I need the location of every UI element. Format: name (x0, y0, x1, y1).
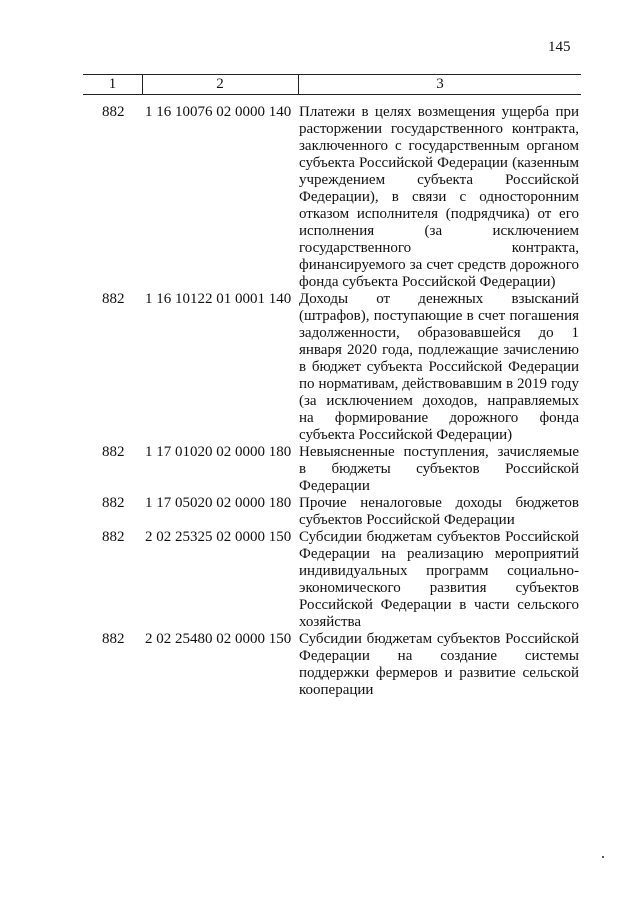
header-col-2: 2 (142, 75, 299, 94)
table-row (83, 495, 581, 529)
revenue-description: Невыясненные поступления, зачисляемые в бюджеты субъектов Российской Федерации (299, 444, 579, 494)
revenue-description: Платежи в целях возмещения ущерба при расторжении государственного контракта, заключенного с государственным органом субъекта Российской Федерации (казенным учреждением субъекта Российской Федерации), в связи с односторонним отказом исполнителя (подрядчика) от его исполнения (за исключением государственного контракта, финансируемого за счет средств дорожного фонда субъекта Российской Федерации) (299, 104, 579, 290)
revenue-description: Доходы от денежных взысканий (штрафов), поступающие в счет погашения задолженности, образовавшейся до 1 января 2020 года, подлежащие зачислению в бюджет субъекта Российской Федерации по нормативам, действовавшим в 2019 году (за исключением доходов, направляемых на формирование дорожного фонда субъекта Российской Федерации) (299, 291, 579, 443)
revenue-code: 2 02 25325 02 0000 150 (145, 529, 292, 545)
admin-code: 882 (102, 444, 125, 460)
table-row (83, 291, 581, 444)
admin-code: 882 (102, 631, 125, 647)
revenue-description: Субсидии бюджетам субъектов Российской Федерации на реализацию мероприятий индивидуальных программ социально-экономического развития субъектов Российской Федерации в части сельского хозяйства (299, 529, 579, 630)
revenue-code: 2 02 25480 02 0000 150 (145, 631, 292, 647)
admin-code: 882 (102, 529, 125, 545)
table-row (83, 104, 581, 291)
table-row (83, 631, 581, 699)
table-row (83, 444, 581, 495)
revenue-code: 1 16 10076 02 0000 140 (145, 104, 292, 120)
revenue-code: 1 17 05020 02 0000 180 (145, 495, 292, 511)
table-header (83, 74, 581, 95)
revenue-description: Субсидии бюджетам субъектов Российской Федерации на создание системы поддержки фермеров и развитие сельской кооперации (299, 631, 579, 698)
header-col-1: 1 (83, 75, 143, 94)
revenue-code: 1 16 10122 01 0001 140 (145, 291, 292, 307)
admin-code: 882 (102, 291, 125, 307)
admin-code: 882 (102, 495, 125, 511)
page-number: 145 (548, 39, 571, 55)
scan-speck (602, 856, 604, 858)
revenue-description: Прочие неналоговые доходы бюджетов субъектов Российской Федерации (299, 495, 579, 528)
revenue-code: 1 17 01020 02 0000 180 (145, 444, 292, 460)
header-col-3: 3 (436, 76, 444, 92)
table-row (83, 529, 581, 631)
admin-code: 882 (102, 104, 125, 120)
table-body (83, 104, 581, 699)
